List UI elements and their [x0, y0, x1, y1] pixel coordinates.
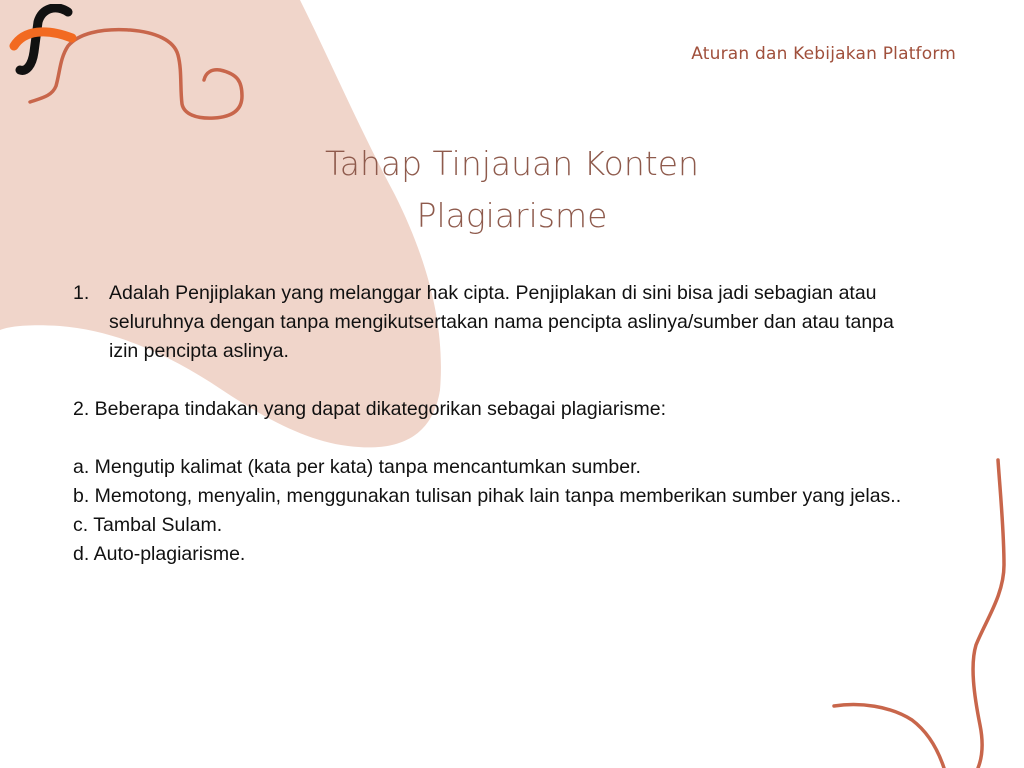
platform-label: Aturan dan Kebijakan Platform [691, 44, 956, 64]
title-line-2: Plagiarisme [416, 196, 608, 235]
content-body [73, 279, 968, 569]
item-text: Adalah Penjiplakan yang melanggar hak cipta. Penjiplakan di sini bisa jadi sebagian atau seluruhnya dengan tanpa mengikutsertakan nama pencipta aslinya/sumber dan atau tanpa izin pencipta aslinya. [109, 282, 894, 362]
brand-logo-icon [8, 4, 78, 80]
list-item-b: b. Memotong, menyalin, menggunakan tulisan pihak lain tanpa memberikan sumber yang jelas.. [73, 485, 902, 507]
item-number: 1. [73, 282, 90, 304]
list-item-c: c. Tambal Sulam. [73, 514, 223, 536]
spacer [73, 424, 968, 453]
list-item-a: a. Mengutip kalimat (kata per kata) tanpa mencantumkan sumber. [73, 456, 641, 478]
spacer [73, 366, 968, 395]
list-item-d: d. Auto-plagiarisme. [73, 543, 246, 565]
accent-line-bottom [834, 705, 944, 768]
numbered-item-1 [73, 279, 968, 366]
title-line-1: Tahap Tinjauan Konten [325, 144, 699, 183]
page-title [212, 138, 812, 242]
item-2-text: 2. Beberapa tindakan yang dapat dikategorikan sebagai plagiarisme: [73, 398, 666, 420]
accent-line-right [973, 460, 1004, 768]
